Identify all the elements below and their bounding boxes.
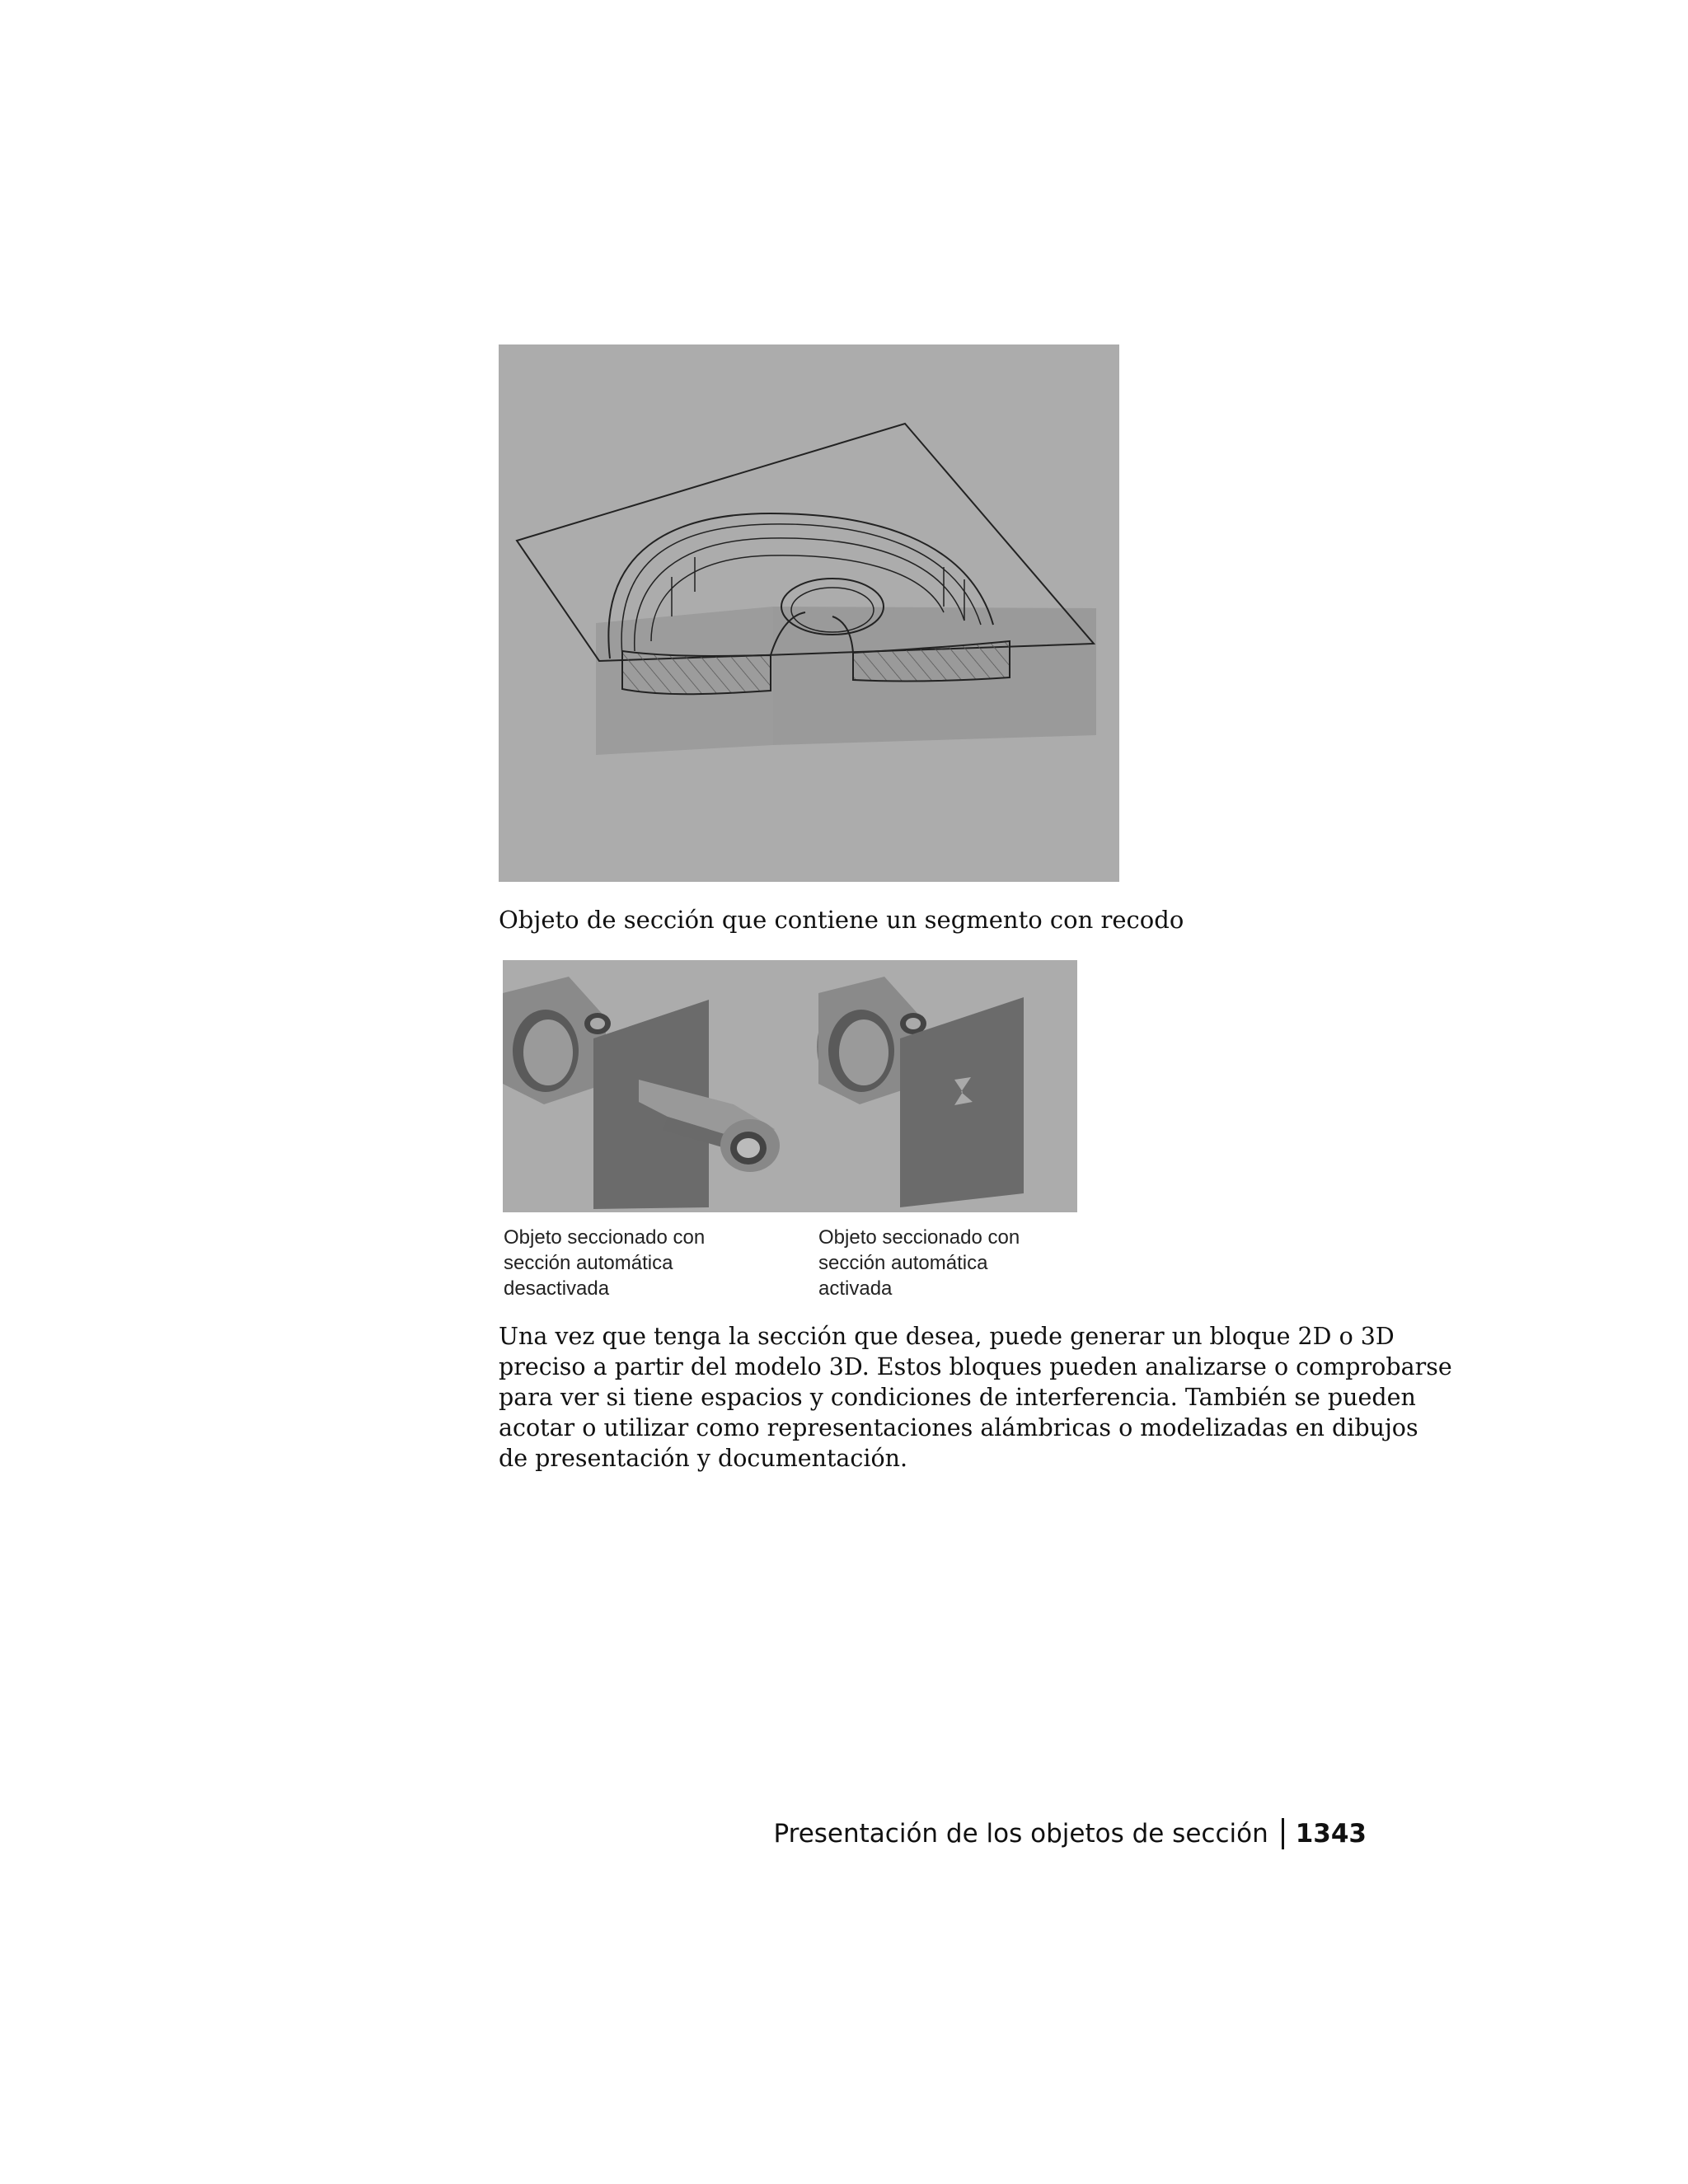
paragraph-line: preciso a partir del modelo 3D. Estos bloques pueden analizarse o comprobarse	[499, 1353, 1452, 1380]
label-line: Objeto seccionado con	[504, 1226, 706, 1249]
label-section-off	[504, 1225, 705, 1301]
page-number: 1343	[1295, 1819, 1367, 1849]
label-line: activada	[818, 1277, 893, 1300]
footer-section-title: Presentación de los objetos de sección	[773, 1819, 1268, 1849]
footer-separator	[1282, 1818, 1284, 1849]
paragraph-line: de presentación y documentación.	[499, 1445, 908, 1472]
rod-section-on	[817, 977, 1024, 1207]
page-footer	[774, 1817, 1367, 1850]
figure-caption: Objeto de sección que contiene un segmento con recodo	[499, 906, 1184, 934]
rod-section-off	[503, 977, 780, 1209]
figure-auto-section	[503, 960, 1077, 1212]
paragraph-line: Una vez que tenga la sección que desea, puede generar un bloque 2D o 3D	[499, 1323, 1395, 1350]
paragraph-line: acotar o utilizar como representaciones alámbricas o modelizadas en dibujos	[499, 1414, 1418, 1441]
label-line: sección automática	[818, 1252, 988, 1274]
section-jog-illustration	[499, 344, 1119, 882]
figure-section-jog	[499, 344, 1119, 882]
label-line: Objeto seccionado con	[818, 1226, 1020, 1249]
body-paragraph	[499, 1321, 1452, 1474]
label-line: sección automática	[504, 1252, 673, 1274]
auto-section-illustration	[503, 960, 1077, 1212]
cut-face-left	[622, 651, 771, 694]
paragraph-line: para ver si tiene espacios y condiciones de interferencia. También se pueden	[499, 1384, 1416, 1411]
label-line: desactivada	[504, 1277, 610, 1300]
label-section-on	[818, 1225, 1020, 1301]
